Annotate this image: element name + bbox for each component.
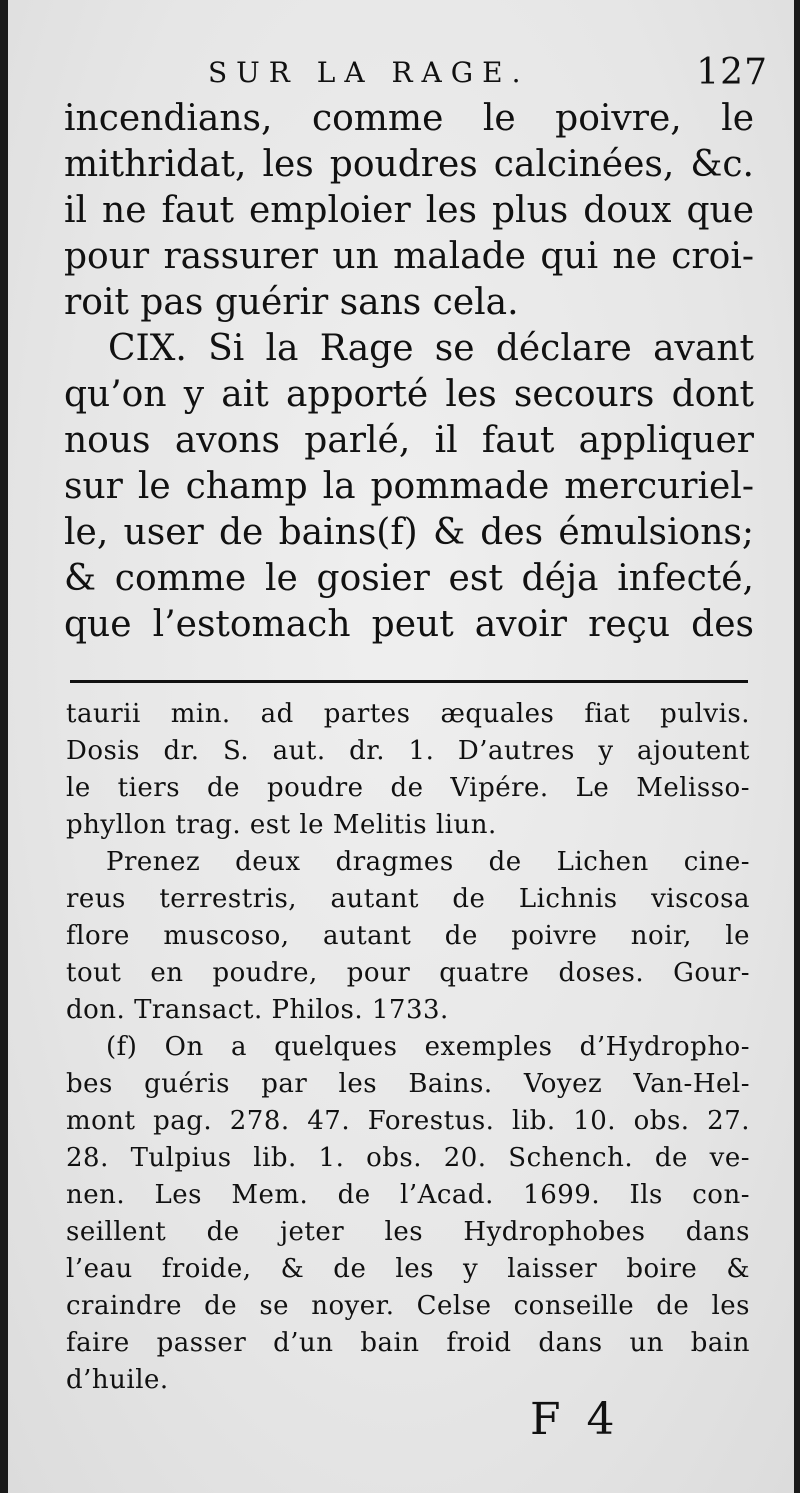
footnote-line: don. Transact. Philos. 1733. <box>66 995 449 1025</box>
running-title: SUR LA RAGE. <box>208 56 530 89</box>
footnote-line: phyllon trag. est le Melitis liun. <box>66 810 497 840</box>
footnote-f-line: (f) On a quelques exemples d’Hydropho- <box>106 1032 750 1062</box>
footnote-line: taurii min. ad partes æquales fiat pulvis. <box>66 699 750 729</box>
footnotes-block <box>66 696 750 1399</box>
main-text-line: incendians, comme le poivre, le <box>64 98 754 139</box>
footnote-line: d’huile. <box>66 1365 169 1395</box>
main-text-line: il ne faut emploier les plus doux que <box>64 190 754 231</box>
footnote-line: faire passer d’un bain froid dans un bain <box>66 1328 750 1358</box>
footnote-line: flore muscoso, autant de poivre noir, le <box>66 921 750 951</box>
footnote-line: tout en poudre, pour quatre doses. Gour- <box>66 958 750 988</box>
main-text-line: pour rassurer un malade qui ne croi- <box>64 236 754 277</box>
main-text-line: que l’estomach peut avoir reçu des <box>64 604 754 645</box>
footnote-line: nen. Les Mem. de l’Acad. 1699. Ils con- <box>66 1180 750 1210</box>
main-text-line: nous avons parlé, il faut appliquer <box>64 420 754 461</box>
footnote-line: 28. Tulpius lib. 1. obs. 20. Schench. de ve- <box>66 1143 750 1173</box>
main-text-line: sur le champ la pommade mercuriel- <box>64 466 754 507</box>
main-text-line: le, user de bains(f) & des émulsions; <box>64 512 754 553</box>
footnote-separator-rule <box>70 680 748 683</box>
main-text-block <box>64 96 754 648</box>
main-text-line: mithridat, les poudres calcinées, &c. <box>64 144 754 185</box>
main-text-line: roit pas guérir sans cela. <box>64 282 519 323</box>
footnote-line: Prenez deux dragmes de Lichen cine- <box>106 847 750 877</box>
footnote-line: seillent de jeter les Hydrophobes dans <box>66 1217 750 1247</box>
running-head <box>208 52 768 102</box>
page-number: 127 <box>696 52 768 93</box>
footnote-line: le tiers de poudre de Vipére. Le Melisso- <box>66 773 750 803</box>
footnote-line: Dosis dr. S. aut. dr. 1. D’autres y ajoutent <box>66 736 750 766</box>
footnote-line: l’eau froide, & de les y laisser boire & <box>66 1254 750 1284</box>
main-text-line: & comme le gosier est déja infecté, <box>64 558 754 599</box>
footnote-line: mont pag. 278. 47. Forestus. lib. 10. obs. 27. <box>66 1106 750 1136</box>
main-text-line: qu’on y ait apporté les secours dont <box>64 374 754 415</box>
signature-mark: F 4 <box>530 1394 621 1445</box>
footnote-line: reus terrestris, autant de Lichnis viscosa <box>66 884 750 914</box>
footnote-line: craindre de se noyer. Celse conseille de les <box>66 1291 750 1321</box>
book-page <box>8 0 794 1493</box>
paragraph-cix-line: CIX. Si la Rage se déclare avant <box>108 328 754 369</box>
footnote-line: bes guéris par les Bains. Voyez Van-Hel- <box>66 1069 750 1099</box>
